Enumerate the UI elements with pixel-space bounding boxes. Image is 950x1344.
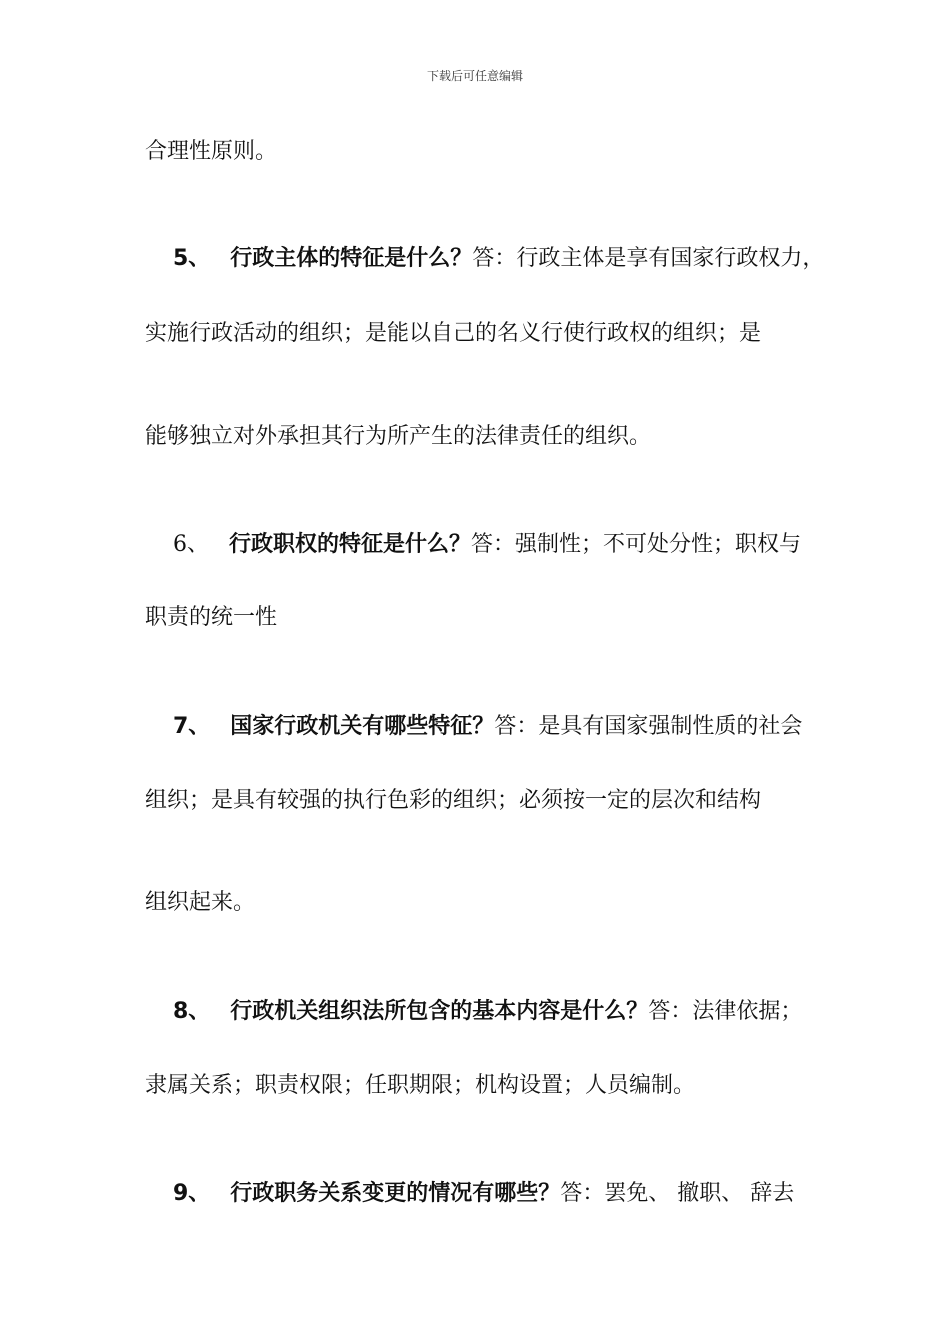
- text-line: 合理性原则。: [145, 139, 278, 164]
- answer-text: 答：是具有国家强制性质的社会: [494, 714, 803, 739]
- question-text: 国家行政机关有哪些特征？: [230, 714, 495, 739]
- answer-text: 答：罢免、 撤职、 辞去: [560, 1181, 795, 1206]
- question-8: [145, 967, 802, 1057]
- answer-text: 答：法律依据；: [648, 999, 803, 1024]
- text-line: 实施行政活动的组织；是能以自己的名义行使行政权的组织；是: [145, 321, 762, 346]
- question-number: 6、: [172, 532, 209, 557]
- answer-text: 答：强制性；不可处分性；职权与: [471, 532, 802, 557]
- text-line: 职责的统一性: [145, 605, 278, 630]
- question-5: [145, 214, 824, 304]
- text-line: 隶属关系；职责权限；任职期限；机构设置；人员编制。: [145, 1073, 696, 1098]
- question-text: 行政职权的特征是什么？: [228, 532, 471, 557]
- text-line: 能够独立对外承担其行为所产生的法律责任的组织。: [145, 424, 652, 449]
- question-text: 行政主体的特征是什么？: [230, 246, 473, 271]
- question-7: [145, 682, 802, 772]
- question-number: 7、: [172, 714, 211, 739]
- answer-text: 答：行政主体是享有国家行政权力，: [472, 246, 825, 271]
- text-line: 组织起来。: [145, 890, 256, 915]
- question-9: [145, 1149, 794, 1239]
- page-header: 下载后可任意编辑: [426, 69, 523, 83]
- question-6: [145, 500, 801, 590]
- question-number: 8、: [172, 999, 211, 1024]
- question-number: 9、: [172, 1181, 211, 1206]
- question-number: 5、: [172, 246, 211, 271]
- question-text: 行政机关组织法所包含的基本内容是什么？: [230, 999, 649, 1024]
- question-text: 行政职务关系变更的情况有哪些？: [230, 1181, 561, 1206]
- text-line: 组织；是具有较强的执行色彩的组织；必须按一定的层次和结构: [145, 788, 762, 813]
